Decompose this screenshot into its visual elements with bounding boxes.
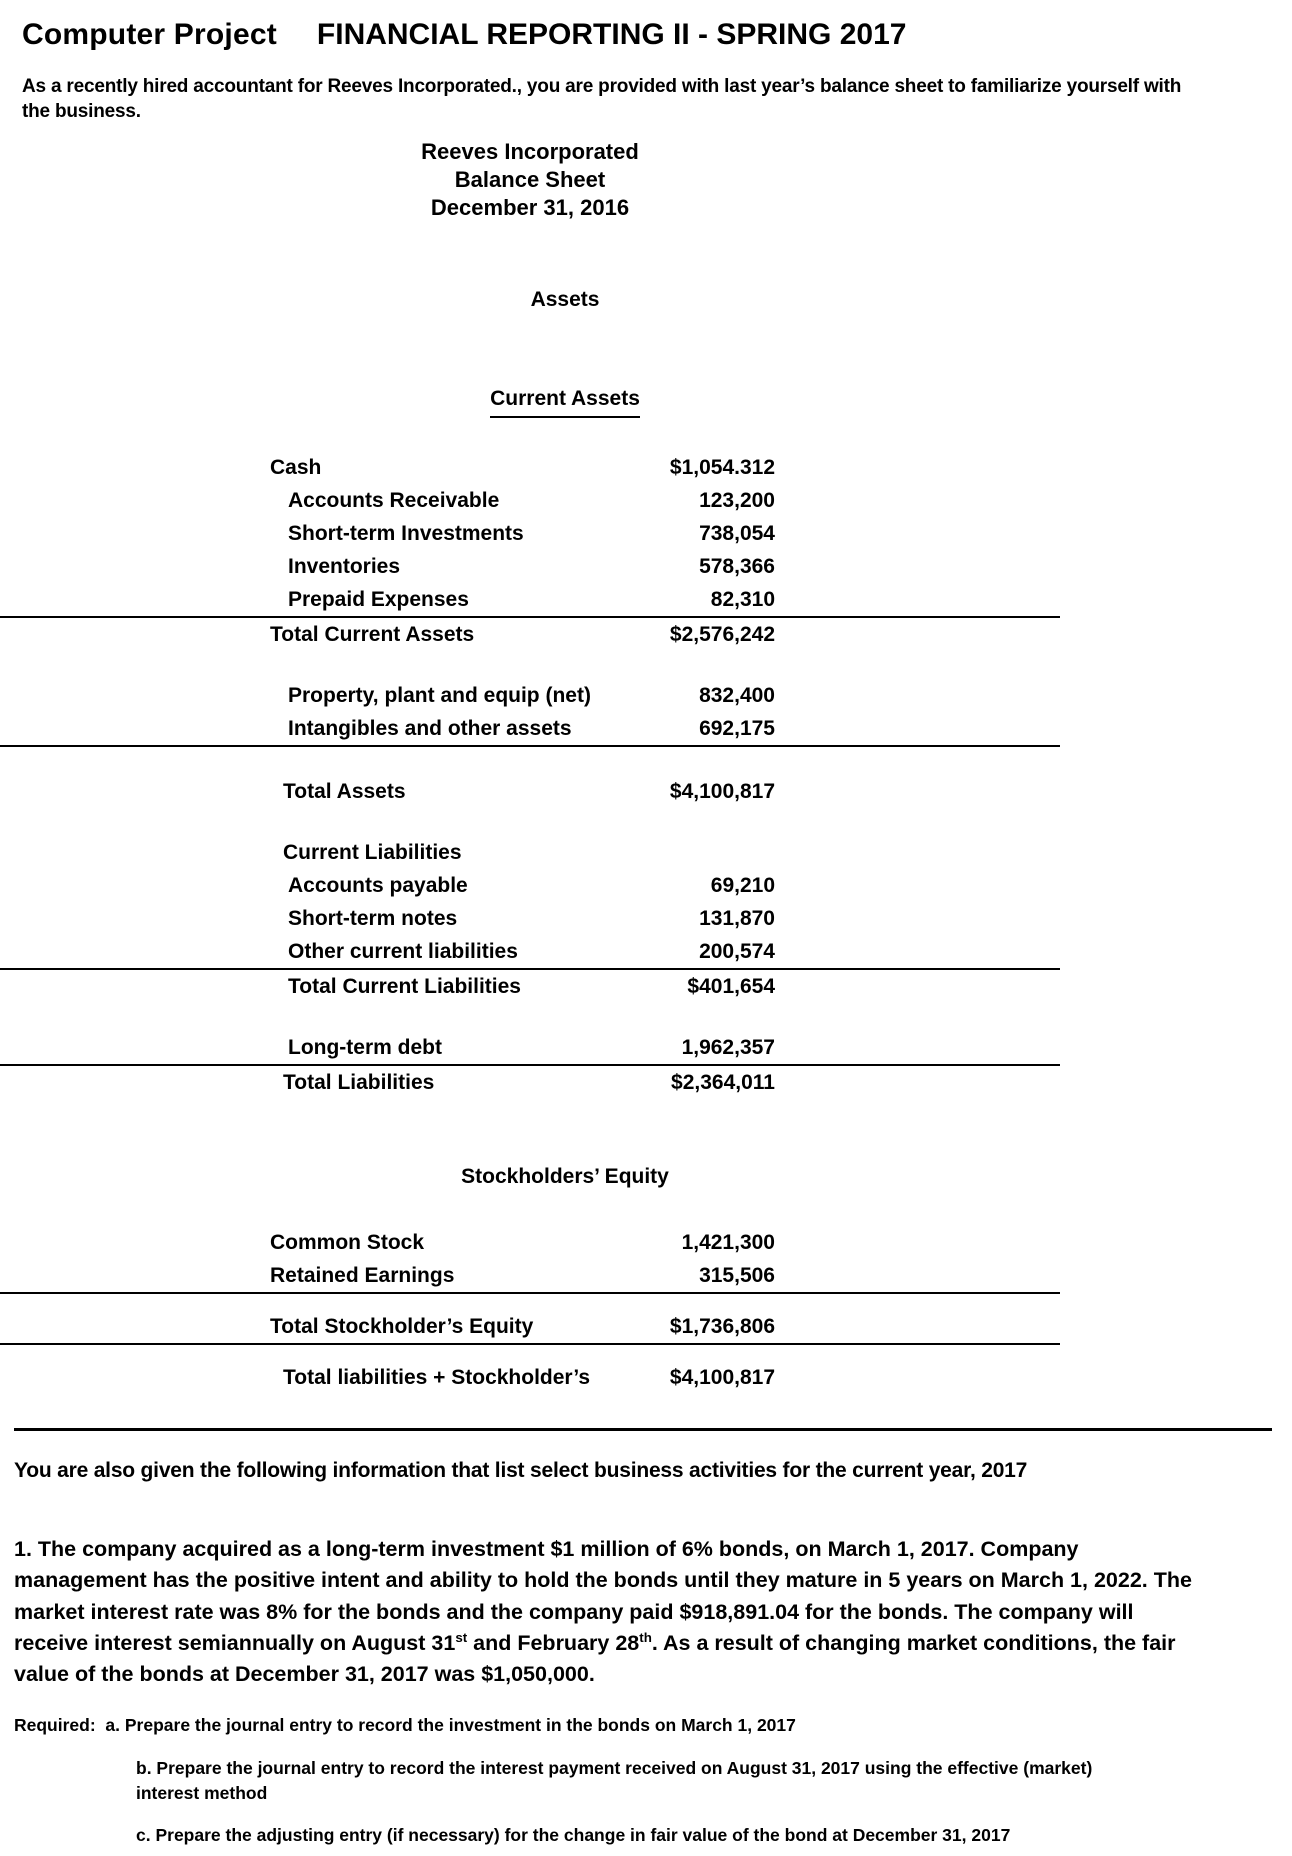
intangibles-label: Intangibles and other assets	[0, 712, 620, 746]
balance-sheet	[0, 138, 1292, 1394]
total-current-assets-amount: $2,576,242	[669, 622, 775, 646]
table-row	[0, 617, 1060, 651]
retained-earnings-amount: 315,506	[620, 1259, 1060, 1293]
table-row	[0, 550, 1060, 583]
section-divider	[14, 1428, 1272, 1431]
lower-section	[14, 1457, 1278, 1848]
total-current-assets-label: Total Current Assets	[270, 622, 475, 646]
item-1-text-part-1: 1. The company acquired as a long-term investment $1 million of 6% bonds, on March 1, 2017. Company management has the positive intent and ability to hold the bonds until they mature in 5 years on March 1, 2022. The market interest rate was 8% for the bonds and the company paid $918,891.04 for the bonds. The company will receive interest semiannually on August 31	[14, 1536, 1192, 1656]
spacer-row	[0, 222, 1060, 250]
item-1-ordinal-th: th	[639, 1629, 652, 1645]
spacer-row	[0, 808, 1060, 836]
accounts-payable-label: Accounts payable	[288, 873, 468, 897]
table-row	[0, 1259, 1060, 1293]
required-block	[14, 1713, 1278, 1848]
total-liabilities-label: Total Liabilities	[283, 1070, 435, 1094]
balance-sheet-date: December 31, 2016	[430, 195, 630, 221]
accounts-payable-amount: 69,210	[710, 873, 775, 897]
table-row	[0, 679, 1060, 712]
spacer-row	[0, 1003, 1060, 1031]
table-row	[0, 484, 1060, 517]
long-term-debt-label: Long-term debt	[0, 1031, 620, 1065]
current-assets-heading: Current Assets	[0, 349, 1060, 451]
table-row	[0, 1226, 1060, 1259]
equity-heading-row	[0, 1127, 1060, 1226]
project-title: Computer Project	[22, 18, 277, 51]
prepaid-expenses-label: Prepaid Expenses	[0, 583, 620, 617]
table-row	[0, 935, 1060, 969]
common-stock-label: Common Stock	[270, 1230, 425, 1254]
table-row	[0, 775, 1060, 808]
cash-label: Cash	[270, 455, 322, 479]
short-term-investments-label: Short-term Investments	[288, 521, 524, 545]
accounts-receivable-label: Accounts Receivable	[288, 488, 500, 512]
table-row	[0, 836, 1060, 869]
spacer-row	[0, 1344, 1060, 1361]
short-term-notes-label: Short-term notes	[288, 906, 458, 930]
table-row	[0, 1361, 1060, 1394]
required-line-a	[14, 1713, 1278, 1738]
spacer-row	[0, 1099, 1060, 1127]
total-stockholders-equity-amount: $1,736,806	[620, 1310, 1060, 1344]
intro-paragraph: As a recently hired accountant for Reeves Incorporated., you are provided with last year’s balance sheet to familiarize yourself with the business.	[22, 76, 1182, 123]
stockholders-equity-heading: Stockholders’ Equity	[461, 1164, 669, 1188]
total-liabilities-equity-amount: $4,100,817	[669, 1365, 775, 1389]
total-assets-amount: $4,100,817	[669, 779, 775, 803]
ppe-label: Property, plant and equip (net)	[288, 683, 591, 707]
table-row	[0, 1065, 1060, 1099]
inventories-amount: 578,366	[699, 554, 775, 578]
table-row	[0, 712, 1060, 746]
document-header	[0, 0, 1292, 52]
table-row	[0, 583, 1060, 617]
long-term-debt-amount: 1,962,357	[620, 1031, 1060, 1065]
spacer-row	[0, 651, 1060, 679]
total-assets-label: Total Assets	[283, 779, 406, 803]
balance-sheet-company: Reeves Incorporated	[421, 139, 639, 165]
ppe-amount: 832,400	[699, 683, 775, 707]
short-term-investments-amount: 738,054	[699, 521, 775, 545]
current-liabilities-heading: Current Liabilities	[283, 840, 462, 864]
course-title: FINANCIAL REPORTING II - SPRING 2017	[316, 18, 907, 51]
item-1-ordinal-st: st	[455, 1629, 468, 1645]
required-label: Required:	[14, 1714, 96, 1735]
table-row	[0, 969, 1060, 1003]
common-stock-amount: 1,421,300	[681, 1230, 775, 1254]
balance-sheet-statement: Balance Sheet	[454, 167, 606, 193]
total-liabilities-equity-label: Total liabilities + Stockholder’s	[283, 1365, 591, 1389]
table-row	[0, 451, 1060, 484]
total-stockholders-equity-label: Total Stockholder’s Equity	[0, 1310, 620, 1344]
other-current-liabilities-label: Other current liabilities	[0, 935, 620, 969]
item-1-paragraph	[14, 1534, 1204, 1691]
item-1-text-part-2: and February 28	[467, 1631, 640, 1656]
table-row	[0, 869, 1060, 902]
table-row	[0, 517, 1060, 550]
current-assets-heading-row	[0, 349, 1060, 451]
lead-paragraph: You are also given the following information that list select business activities for the current year, 2017	[14, 1458, 1028, 1482]
short-term-notes-amount: 131,870	[699, 906, 775, 930]
assets-heading-row	[0, 250, 1060, 349]
item-1-text-part-3: . As a result of changing market conditions, the fair value of the bonds at December 31, 2017 was $1,050,000.	[14, 1631, 1176, 1687]
table-row	[0, 1310, 1060, 1344]
accounts-receivable-amount: 123,200	[699, 488, 775, 512]
required-item-b: b. Prepare the journal entry to record the interest payment received on August 31, 2017 using the effective (market) interest method	[136, 1757, 1093, 1803]
prepaid-expenses-amount: 82,310	[620, 583, 1060, 617]
retained-earnings-label: Retained Earnings	[0, 1259, 620, 1293]
total-liabilities-amount: $2,364,011	[671, 1070, 775, 1094]
balance-sheet-table	[0, 222, 1060, 1394]
assets-heading: Assets	[530, 287, 600, 311]
spacer-row	[0, 1293, 1060, 1310]
required-item-c: c. Prepare the adjusting entry (if necessary) for the change in fair value of the bond at December 31, 2017	[136, 1825, 1011, 1846]
other-current-liabilities-amount: 200,574	[620, 935, 1060, 969]
required-item-a: a. Prepare the journal entry to record the investment in the bonds on March 1, 2017	[105, 1714, 796, 1735]
spacer-row	[0, 746, 1060, 775]
table-row	[0, 1031, 1060, 1065]
total-current-liabilities-label: Total Current Liabilities	[288, 974, 521, 998]
inventories-label: Inventories	[288, 554, 401, 578]
intangibles-amount: 692,175	[620, 712, 1060, 746]
total-current-liabilities-amount: $401,654	[687, 974, 775, 998]
table-row	[0, 902, 1060, 935]
cash-amount: $1,054.312	[669, 455, 775, 479]
